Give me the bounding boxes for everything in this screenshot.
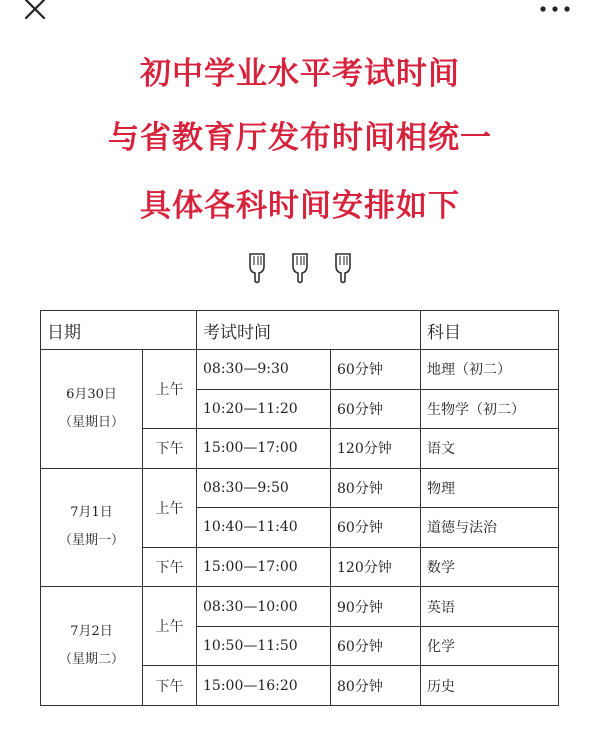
exam-duration: 120分钟 <box>331 547 421 587</box>
exam-duration: 120分钟 <box>331 429 421 469</box>
exam-subject: 地理（初二） <box>421 350 559 390</box>
exam-subject: 道德与法治 <box>421 508 559 548</box>
exam-duration: 60分钟 <box>331 350 421 390</box>
exam-time: 08:30—10:00 <box>197 587 331 627</box>
exam-schedule-table <box>40 310 559 706</box>
exam-duration: 60分钟 <box>331 626 421 666</box>
exam-subject: 物理 <box>421 468 559 508</box>
top-bar <box>0 0 600 40</box>
exam-duration: 80分钟 <box>331 468 421 508</box>
period-am: 上午 <box>143 468 197 547</box>
weekday-text: （星期日） <box>58 414 124 430</box>
exam-time: 08:30—9:50 <box>197 468 331 508</box>
weekday-text: （星期二） <box>58 652 124 668</box>
exam-subject: 语文 <box>421 429 559 469</box>
header-date: 日期 <box>41 311 197 350</box>
exam-subject: 化学 <box>421 626 559 666</box>
table-row <box>41 587 559 627</box>
table-row <box>41 350 559 390</box>
pointing-down-hand-icon <box>332 252 354 284</box>
date-cell <box>41 468 143 587</box>
exam-time: 10:50—11:50 <box>197 626 331 666</box>
exam-subject: 数学 <box>421 547 559 587</box>
exam-time: 15:00—16:20 <box>197 666 331 706</box>
header-exam-time: 考试时间 <box>197 311 421 350</box>
date-text: 7月1日 <box>70 505 113 521</box>
period-pm: 下午 <box>143 429 197 469</box>
headline-line-1: 初中学业水平考试时间 <box>140 56 460 92</box>
headline-line-2: 与省教育厅发布时间相统一 <box>108 120 492 156</box>
exam-time: 15:00—17:00 <box>197 547 331 587</box>
close-icon[interactable] <box>22 0 50 22</box>
pointing-hands <box>0 252 600 288</box>
exam-subject: 英语 <box>421 587 559 627</box>
exam-duration: 90分钟 <box>331 587 421 627</box>
exam-schedule-table-wrapper <box>40 310 558 706</box>
date-text: 6月30日 <box>66 386 117 402</box>
exam-subject: 生物学（初二） <box>421 389 559 429</box>
exam-time: 15:00—17:00 <box>197 429 331 469</box>
headline-line-3: 具体各科时间安排如下 <box>140 188 460 224</box>
exam-subject: 历史 <box>421 666 559 706</box>
exam-time: 10:20—11:20 <box>197 389 331 429</box>
pointing-down-hand-icon <box>246 252 268 284</box>
exam-duration: 60分钟 <box>331 389 421 429</box>
header-subject: 科目 <box>421 311 559 350</box>
date-cell <box>41 587 143 706</box>
pointing-down-hand-icon <box>289 252 311 284</box>
more-dots-icon[interactable] <box>538 2 572 16</box>
date-cell <box>41 350 143 469</box>
weekday-text: （星期一） <box>58 533 124 549</box>
exam-duration: 80分钟 <box>331 666 421 706</box>
date-text: 7月2日 <box>70 624 113 640</box>
period-am: 上午 <box>143 350 197 429</box>
period-pm: 下午 <box>143 666 197 706</box>
exam-time: 10:40—11:40 <box>197 508 331 548</box>
exam-time: 08:30—9:30 <box>197 350 331 390</box>
table-header-row <box>41 311 559 350</box>
table-row <box>41 468 559 508</box>
exam-duration: 60分钟 <box>331 508 421 548</box>
period-pm: 下午 <box>143 547 197 587</box>
period-am: 上午 <box>143 587 197 666</box>
